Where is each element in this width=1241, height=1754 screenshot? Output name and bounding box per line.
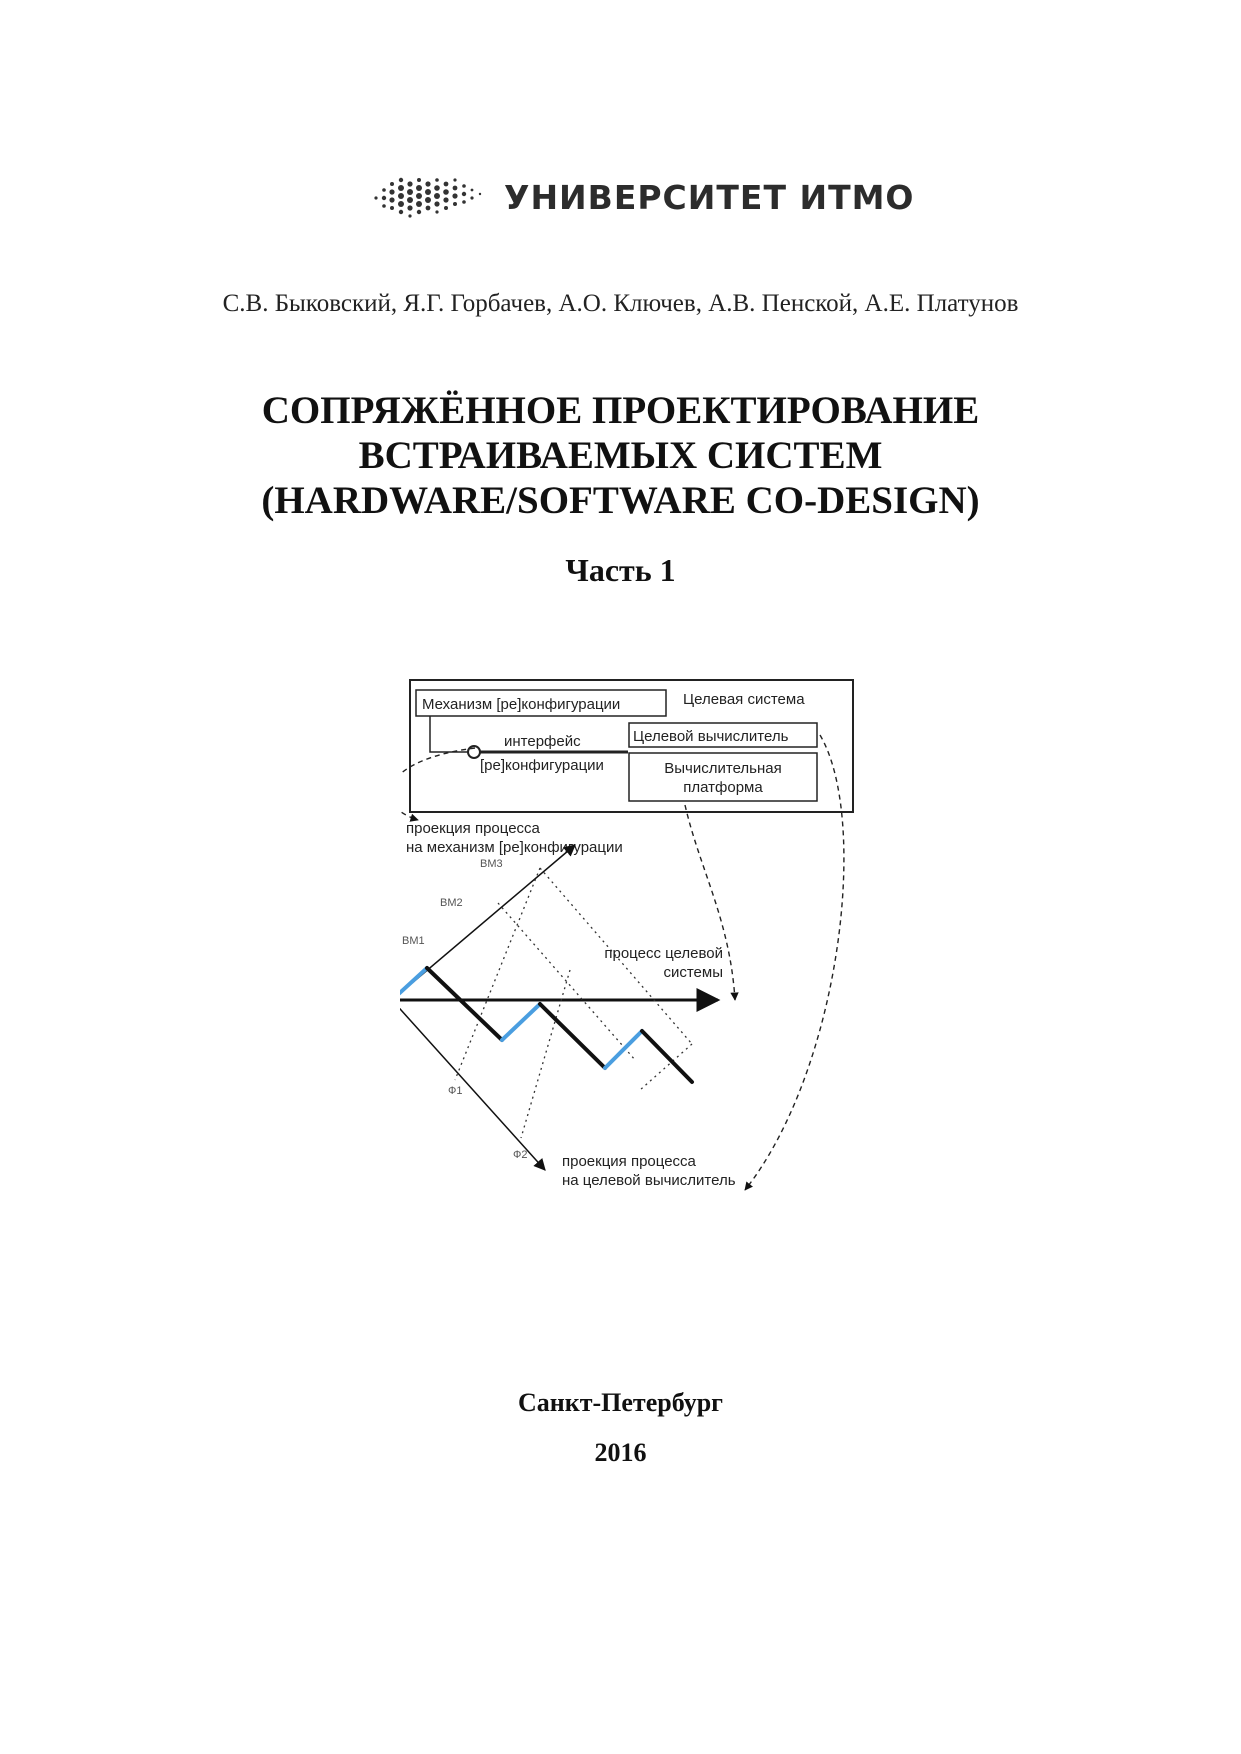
part-number: Часть 1 bbox=[565, 552, 676, 588]
black-segment bbox=[427, 968, 502, 1040]
axis-label-f2: Ф2 bbox=[513, 1149, 528, 1161]
target-system-label: Целевая система bbox=[683, 691, 805, 708]
black-segment bbox=[642, 1031, 692, 1082]
title-line-1: СОПРЯЖЁННОЕ ПРОЕКТИРОВАНИЕ bbox=[261, 389, 980, 432]
dashed-projection-curve-left bbox=[400, 748, 475, 820]
dotted-grid bbox=[455, 868, 692, 1138]
blue-segment bbox=[400, 968, 427, 1000]
blue-segment bbox=[605, 1031, 642, 1068]
process-label-1: процесс целевой bbox=[604, 945, 723, 962]
dots-logo-icon bbox=[372, 168, 492, 228]
axis-label-f1: Ф1 bbox=[448, 1085, 463, 1097]
title-line-3: (HARDWARE/SOFTWARE CO-DESIGN) bbox=[261, 479, 980, 522]
projection-target-label-2: на целевой вычислитель bbox=[562, 1172, 736, 1189]
axis-label-vm2: ВМ2 bbox=[440, 897, 463, 909]
f-axis bbox=[400, 1000, 545, 1170]
axis-label-vm3: ВМ3 bbox=[480, 858, 503, 870]
logo-text: УНИВЕРСИТЕТ ИТМО bbox=[504, 178, 915, 217]
projection-reconfig-label-2: на механизм [ре]конфигурации bbox=[406, 839, 623, 856]
platform-label-2: платформа bbox=[683, 779, 763, 796]
publication-year: 2016 bbox=[594, 1438, 647, 1467]
black-segment bbox=[540, 1004, 605, 1068]
process-projection-diagram bbox=[400, 670, 860, 1210]
authors: С.В. Быковский, Я.Г. Горбачев, А.О. Ключев, А.В. Пенской, А.Е. Платунов bbox=[222, 290, 1019, 317]
axis-label-vm1: ВМ1 bbox=[402, 935, 425, 947]
platform-label-1: Вычислительная bbox=[664, 760, 782, 777]
interface-label-2: [ре]конфигурации bbox=[480, 757, 604, 774]
mechanism-connector bbox=[430, 716, 468, 752]
cover-diagram bbox=[400, 670, 860, 1210]
dashed-projection-curve-right bbox=[745, 735, 844, 1190]
projection-reconfig-label-1: проекция процесса bbox=[406, 820, 540, 837]
book-title bbox=[0, 388, 1241, 523]
blue-segment bbox=[502, 1004, 540, 1040]
reconfig-mechanism-label: Механизм [ре]конфигурации bbox=[422, 696, 621, 713]
projection-target-label-1: проекция процесса bbox=[562, 1153, 696, 1170]
publication-city: Санкт-Петербург bbox=[518, 1388, 723, 1417]
publisher-logo bbox=[372, 168, 915, 228]
target-computer-label: Целевой вычислитель bbox=[633, 728, 789, 745]
title-line-2: ВСТРАИВАЕМЫХ СИСТЕМ bbox=[358, 434, 883, 477]
process-label-2: системы bbox=[663, 964, 723, 981]
interface-label-1: интерфейс bbox=[504, 733, 581, 750]
